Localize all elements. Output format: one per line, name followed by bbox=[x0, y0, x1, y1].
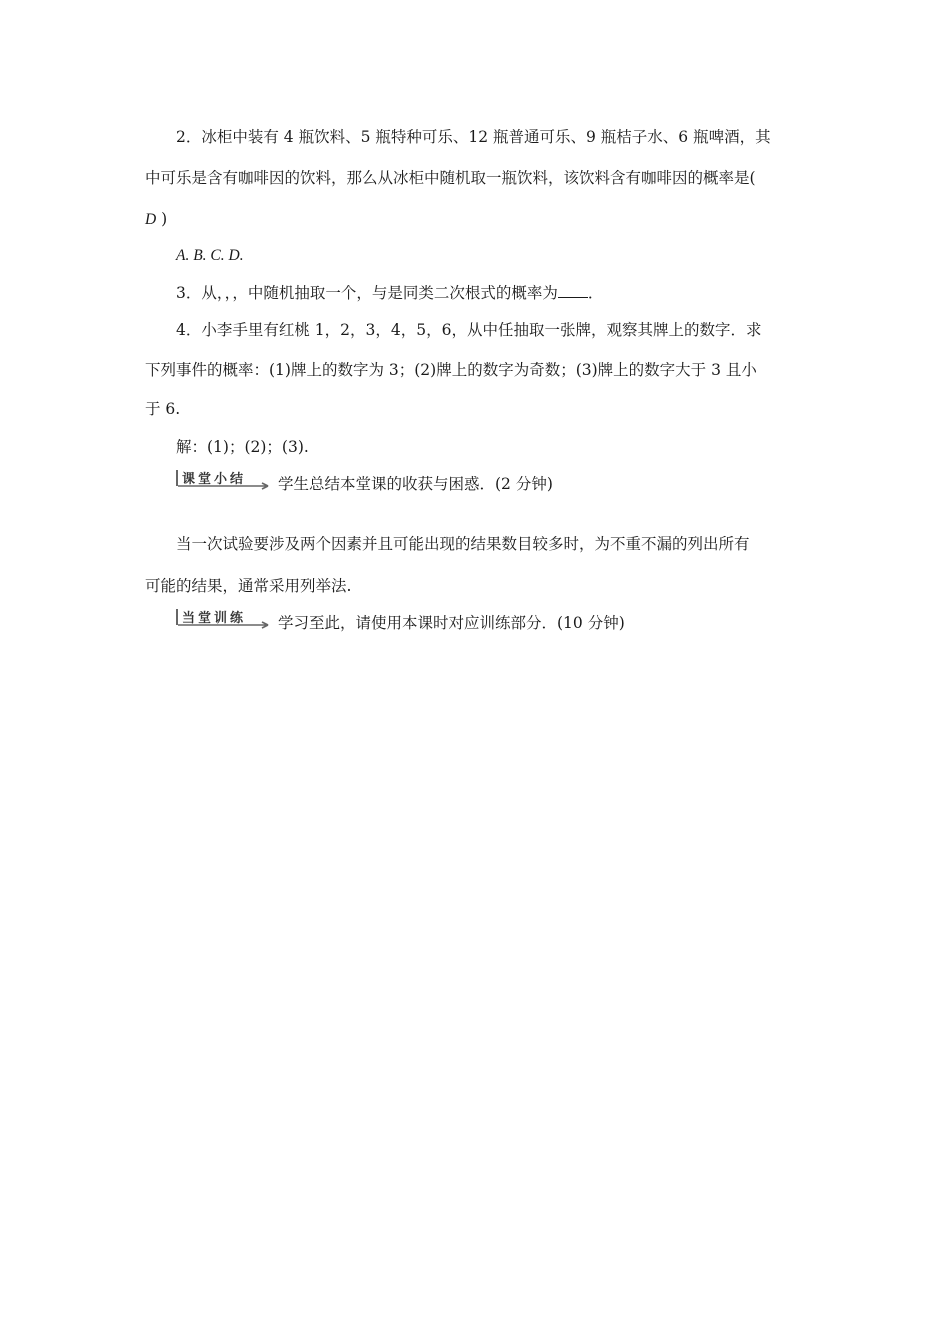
q2-line-2: 中可乐是含有咖啡因的饮料，那么从冰柜中随机取一瓶饮料，该饮料含有咖啡因的概率是( bbox=[145, 169, 756, 187]
conclusion-line-1: 当一次试验要涉及两个因素并且可能出现的结果数目较多时，为不重不漏的列出所有 bbox=[176, 535, 750, 553]
q4-line-1: 4．小李手里有红桃 1，2，3，4，5，6，从中任抽取一张牌，观察其牌上的数字．求 bbox=[176, 321, 762, 339]
q3-end: ． bbox=[587, 284, 604, 302]
practice-badge-label: 当堂训练 bbox=[182, 611, 247, 626]
badge-arrow-icon bbox=[176, 607, 276, 629]
practice-badge bbox=[176, 607, 276, 629]
q4-solution: 解：(1)；(2)；(3). bbox=[176, 438, 309, 456]
summary-text: 学生总结本堂课的收获与困惑．(2 分钟) bbox=[278, 475, 553, 493]
practice-text: 学习至此，请使用本课时对应训练部分．(10 分钟) bbox=[278, 614, 625, 632]
q4-line-2: 下列事件的概率：(1)牌上的数字为 3；(2)牌上的数字为奇数；(3)牌上的数字大于 3 且小 bbox=[145, 361, 757, 379]
q2-options: A. B. C. D. bbox=[176, 247, 244, 264]
summary-badge-label: 课堂小结 bbox=[182, 472, 247, 487]
badge-arrow-icon bbox=[176, 468, 276, 490]
summary-badge bbox=[176, 468, 276, 490]
q3-text: 3．从，，，中随机抽取一个，与是同类二次根式的概率为 bbox=[176, 284, 558, 302]
answer-blank bbox=[558, 283, 588, 298]
q2-close-paren: ) bbox=[156, 210, 168, 228]
q4-line-3: 于 6. bbox=[145, 400, 181, 418]
q3-line bbox=[176, 283, 603, 303]
q2-answer-line bbox=[145, 209, 167, 230]
q2-line-1: 2．冰柜中装有 4 瓶饮料、5 瓶特种可乐、12 瓶普通可乐、9 瓶桔子水、6 瓶啤酒，其 bbox=[176, 128, 771, 146]
conclusion-line-2: 可能的结果，通常采用列举法. bbox=[145, 577, 352, 595]
q2-answer: D bbox=[145, 211, 157, 228]
